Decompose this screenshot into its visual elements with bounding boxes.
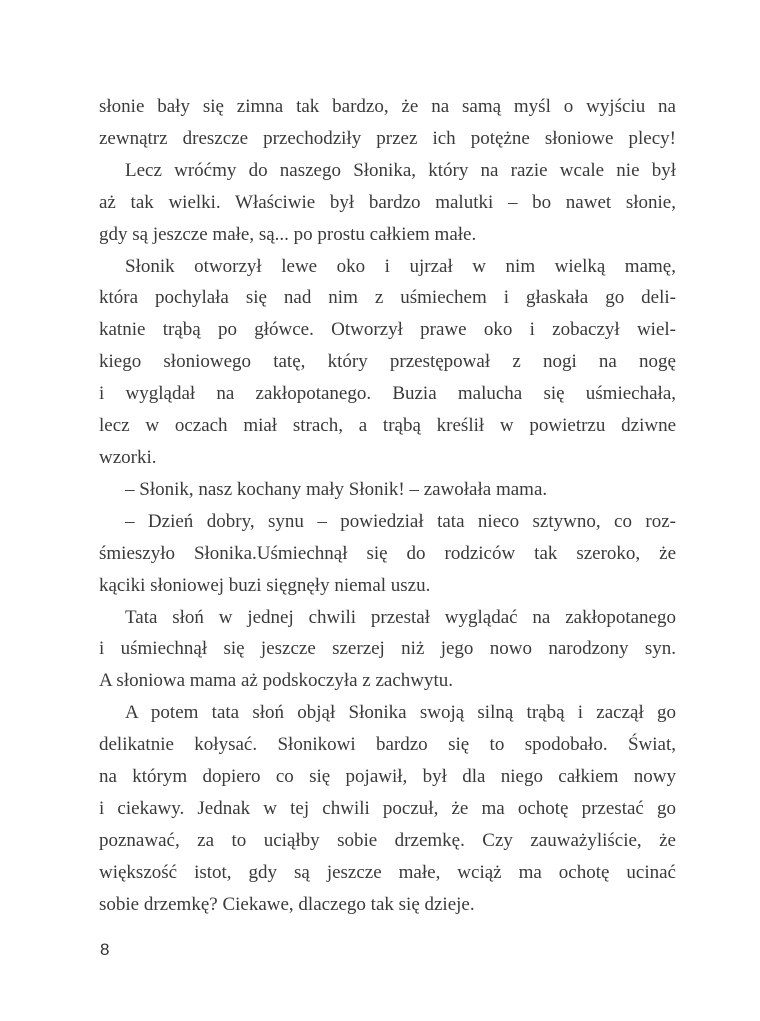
text-line: – Słonik, nasz kochany mały Słonik! – zawołała mama.: [125, 478, 548, 500]
text-line: słonie bały się zimna tak bardzo, że na samą myśl o wyjściu na: [99, 96, 676, 117]
text-line: wzorki.: [99, 446, 157, 468]
text-line: Lecz wróćmy do naszego Słonika, który na razie wcale nie był: [125, 159, 676, 181]
paragraph: [99, 697, 676, 920]
paragraph: [99, 251, 676, 474]
paragraph: [99, 91, 676, 155]
text-line: delikatnie kołysać. Słonikowi bardzo się to spodobało. Świat,: [99, 734, 676, 756]
text-line: Słonik otworzył lewe oko i ujrzał w nim wielką mamę,: [125, 255, 676, 277]
text-line: kąciki słoniowej buzi sięgnęły niemal uszu.: [99, 574, 431, 596]
text-line: aż tak wielki. Właściwie był bardzo malutki – bo nawet słonie,: [99, 191, 676, 213]
text-line: A potem tata słoń objął Słonika swoją silną trąbą i zaczął go: [125, 702, 676, 724]
text-line: – Dzień dobry, synu – powiedział tata nieco sztywno, co roz-: [125, 510, 676, 532]
text-line: która pochylała się nad nim z uśmiechem i głaskała go deli-: [99, 287, 676, 309]
text-line: zewnątrz dreszcze przechodziły przez ich potężne słoniowe plecy!: [99, 127, 676, 149]
text-line: sobie drzemkę? Ciekawe, dlaczego tak się dzieje.: [99, 893, 475, 915]
text-line: poznawać, za to uciąłby sobie drzemkę. Czy zauważyliście, że: [99, 829, 676, 851]
paragraph: [99, 506, 676, 602]
text-line: i ciekawy. Jednak w tej chwili poczuł, że ma ochotę przestać go: [99, 797, 676, 819]
text-block: [99, 91, 676, 921]
text-line: kiego słoniowego tatę, który przestępował z nogi na nogę: [99, 351, 676, 373]
text-line: katnie trąbą po główce. Otworzył prawe oko i zobaczył wiel-: [99, 319, 676, 341]
paragraph: [99, 155, 676, 251]
text-line: gdy są jeszcze małe, są... po prostu całkiem małe.: [99, 223, 477, 245]
text-line: i uśmiechnął się jeszcze szerzej niż jego nowo narodzony syn.: [99, 638, 676, 660]
page-number: 8: [100, 940, 110, 959]
text-line: na którym dopiero co się pojawił, był dla niego całkiem nowy: [99, 766, 676, 788]
text-line: Tata słoń w jednej chwili przestał wyglądać na zakłopotanego: [125, 606, 676, 628]
text-line: i wyglądał na zakłopotanego. Buzia malucha się uśmiechała,: [99, 383, 676, 405]
text-line: większość istot, gdy są jeszcze małe, wciąż ma ochotę ucinać: [99, 861, 676, 883]
text-line: lecz w oczach miał strach, a trąbą kreślił w powietrzu dziwne: [99, 415, 676, 437]
text-line: śmieszyło Słonika.Uśmiechnął się do rodziców tak szeroko, że: [99, 542, 676, 564]
paragraph: [99, 474, 676, 506]
text-line: A słoniowa mama aż podskoczyła z zachwytu.: [99, 670, 454, 692]
paragraph: [99, 602, 676, 698]
